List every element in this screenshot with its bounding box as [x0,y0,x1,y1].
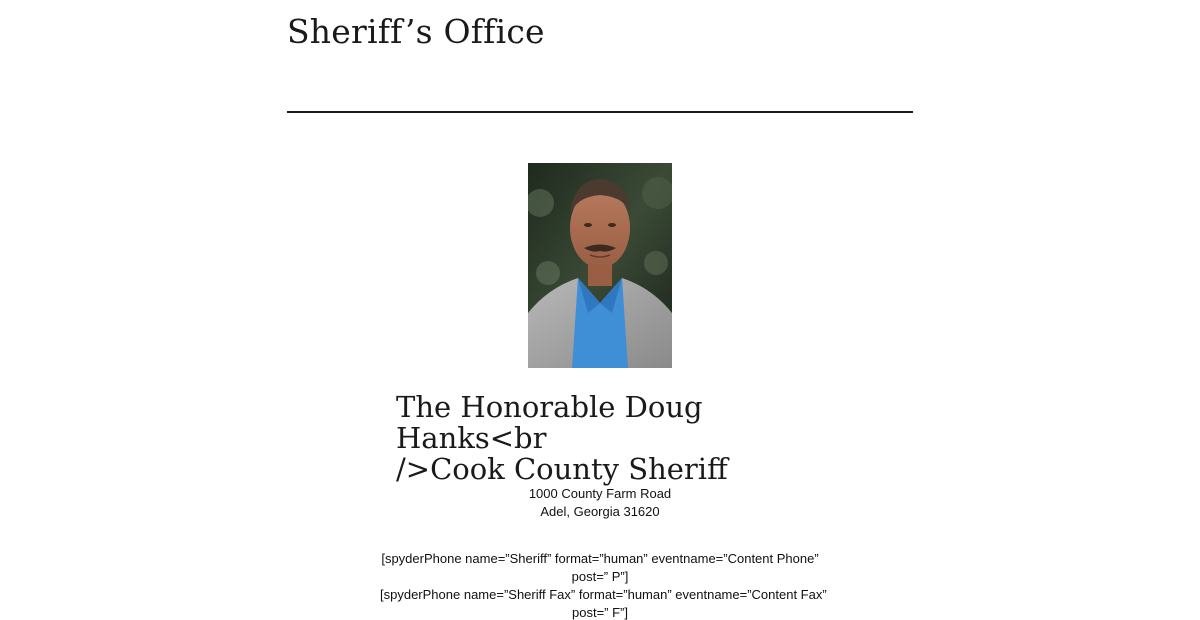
sheriff-heading [396,392,816,485]
title-divider [287,111,913,113]
office-address [300,485,900,521]
sheriff-portrait [528,163,672,368]
address-street: 1000 County Farm Road [528,486,672,501]
address-city-state-zip: Adel, Georgia 31620 [540,504,660,519]
page-title: Sheriff’s Office [287,12,545,51]
fax-shortcode-line2: post=” F”] [572,605,628,620]
fax-shortcode-line1: [spyderPhone name=”Sheriff Fax” format=”human” eventname=”Content Fax” [380,587,827,602]
phone-shortcode-line1: [spyderPhone name=”Sheriff” format=”human” eventname=”Content Phone” [381,551,819,566]
sheriff-heading-line1: The Honorable Doug Hanks<br [396,390,703,455]
phone-shortcode-line2: post=” P”] [571,569,629,584]
sheriff-heading-line2: />Cook County Sheriff [396,452,728,486]
contact-shortcodes [380,550,827,620]
